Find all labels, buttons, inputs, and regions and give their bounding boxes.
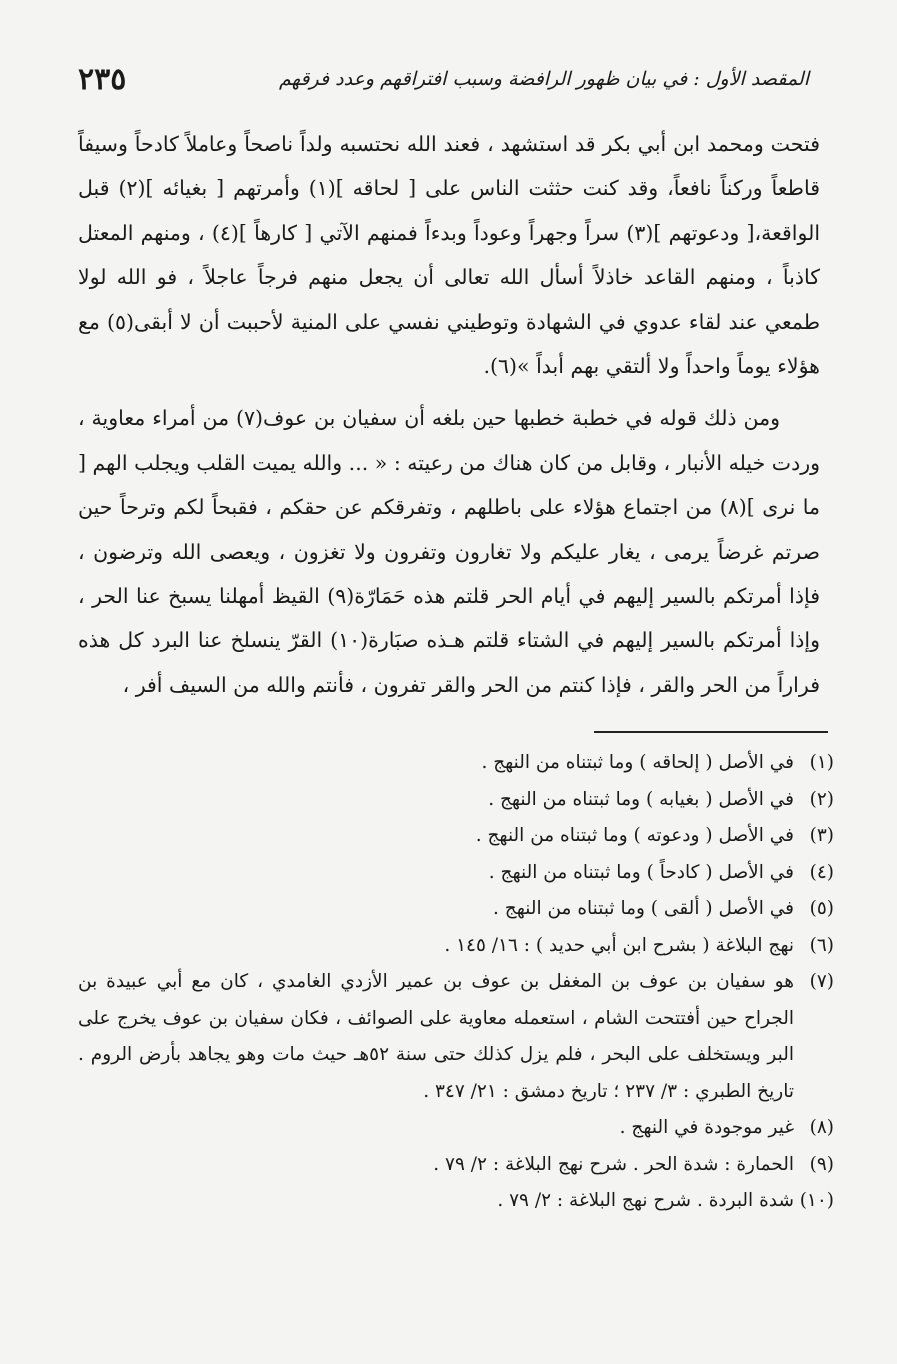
footnote-number: (٦) bbox=[809, 934, 834, 956]
footnote-5 bbox=[78, 891, 834, 928]
page-number: ٢٣٥ bbox=[78, 62, 127, 97]
footnote-number: (٩) bbox=[809, 1153, 834, 1175]
footnote-number: (٧) bbox=[809, 971, 834, 992]
paragraph-1: فتحت ومحمد ابن أبي بكر قد استشهد ، فعند الله نحتسبه ولداً ناصحاً وعاملاً كادحاً وسيفاً قاطعاً وركناً نافعاً، وقد كنت حثثت الناس على [ لحاقه ](١) وأمرتهم [ بغيائه ](٢) قبل الواقعة،[ ودعوتهم ](٣) سراً وجهراً وعوداً وبدءاً فمنهم الآتي [ كارهاً ](٤) ، ومنهم المعتل كاذباً ، ومنهم القاعد خاذلاً أسأل الله تعالى أن يجعل منهم فرجاً عاجلاً ، فو الله لولا طمعي عند لقاء عدوي في الشهادة وتوطيني نفسي على المنية لأحببت أن لا أبقى(٥) مع هؤلاء يوماً واحداً ولا ألتقي بهم أبداً »(٦). bbox=[78, 132, 821, 379]
footnote-text: هو سفيان بن عوف بن المغفل بن عوف بن عمير الأزدي الغامدي ، كان مع أبي عبيدة بن الجراح حين أفتتحت الشام ، استعمله معاوية على الصوائف ، فكان سفيان بن عوف يخرج على البر ويستخلف على البحر ، فلم يزل كذلك حتى سنة ٥٢هـ حيث مات وهو يجاهد بأرض الروم . تاريخ الطبري : ٣/ ٢٣٧ ؛ تاريخ دمشق : ٢١/ ٣٤٧ . bbox=[78, 971, 794, 1102]
footnote-number: (١٠) bbox=[799, 1190, 834, 1211]
running-head: المقصد الأول : في بيان ظهور الرافضة وسبب افتراقهم وعدد فرقهم bbox=[279, 68, 809, 90]
footnote-4 bbox=[78, 855, 834, 892]
footnote-number: (٢) bbox=[809, 788, 834, 810]
main-text bbox=[78, 122, 820, 707]
footnote-3 bbox=[78, 818, 834, 855]
footnote-text: في الأصل ( بغيابه ) وما ثبتناه من النهج . bbox=[488, 788, 794, 810]
footnote-number: (٤) bbox=[809, 861, 834, 883]
paragraph-2: ومن ذلك قوله في خطبة خطبها حين بلغه أن سفيان بن عوف(٧) من أمراء معاوية ، وردت خيله الأنبار ، وقابل من كان هناك من رعيته : « ... والله يميت القلب ويجلب الهم [ ما نرى ](٨) من اجتماع هؤلاء على باطلهم ، وتفرقكم عن حقكم ، فقبحاً لكم وترحاً حين صرتم غرضاً يرمى ، يغار عليكم ولا تغارون وتفرون ولا تغزون ، ويعصى الله وترضون ، فإذا أمرتكم بالسير إليهم في أيام الحر قلتم هذه حَمَارّة(٩) القيظ أمهلنا يسبخ عنا الحر ، وإذا أمرتكم بالسير إليهم في الشتاء قلتم هـذه صبَارة(١٠) القرّ ينسلخ عنا البرد كل هذه فراراً من الحر والقر ، فإذا كنتم من الحر والقر تفرون ، فأنتم والله من السيف أفر ، bbox=[78, 406, 821, 697]
footnote-text: في الأصل ( إلحاقه ) وما ثبتناه من النهج . bbox=[481, 752, 794, 773]
footnote-6 bbox=[78, 928, 834, 965]
footnote-7 bbox=[78, 964, 834, 1110]
footnote-1 bbox=[78, 745, 834, 782]
footnote-text: نهج البلاغة ( بشرح ابن أبي حديد ) : ١٦/ ١٤٥ . bbox=[444, 934, 794, 956]
footnote-text: شدة البردة . شرح نهج البلاغة : ٢/ ٧٩ . bbox=[497, 1190, 794, 1211]
footnote-text: غير موجودة في النهج . bbox=[619, 1117, 794, 1138]
footnote-text: في الأصل ( ألقى ) وما ثبتناه من النهج . bbox=[493, 898, 794, 919]
footnote-number: (٣) bbox=[809, 825, 834, 846]
footnote-10 bbox=[78, 1183, 834, 1220]
footnote-8 bbox=[78, 1110, 834, 1147]
footnote-text: في الأصل ( ودعوته ) وما ثبتناه من النهج . bbox=[475, 825, 794, 846]
footnote-number: (٥) bbox=[809, 898, 834, 919]
footnote-text: الحمارة : شدة الحر . شرح نهج البلاغة : ٢/ ٧٩ . bbox=[433, 1153, 794, 1175]
page-header bbox=[70, 62, 827, 112]
footnote-9 bbox=[78, 1147, 834, 1184]
footnotes-list bbox=[78, 745, 834, 1220]
footnote-number: (١) bbox=[809, 752, 834, 773]
footnote-number: (٨) bbox=[809, 1117, 834, 1138]
footnote-separator bbox=[594, 731, 828, 733]
footnote-text: في الأصل ( كادحاً ) وما ثبتناه من النهج . bbox=[488, 861, 794, 883]
footnote-2 bbox=[78, 782, 834, 819]
